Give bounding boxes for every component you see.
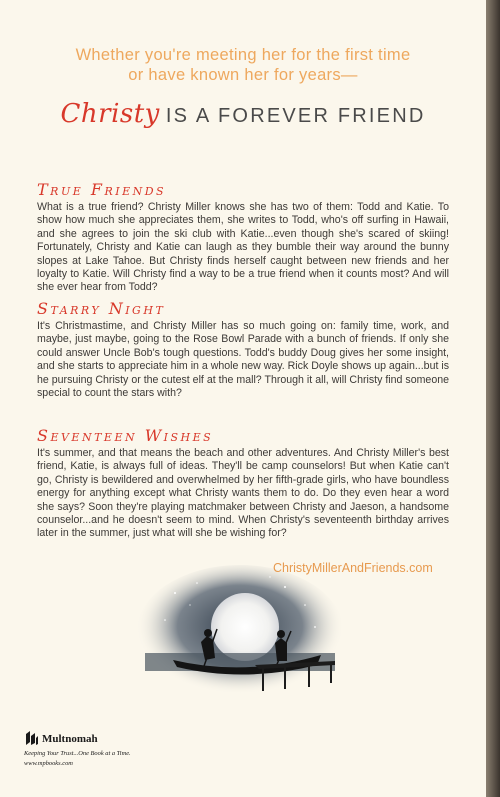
- headline: [0, 99, 486, 129]
- headline-name: Christy: [60, 99, 160, 129]
- tagline-line-1: Whether you're meeting her for the first time: [75, 46, 411, 64]
- website-link[interactable]: ChristyMillerAndFriends.com: [273, 561, 433, 575]
- section-body-starry-night: It's Christmastime, and Christy Miller has so much going on: family time, work, and maybe, just maybe, going to the Rose Bowl Parade with a bunch of friends. If only she could answer Uncle Bob's tough questions. Todd's buddy Doug gives her some insight, and she starts to appreciate him in a whole new way. Rick Doyle shows up again...but is he pursuing Christy or the cutest elf at the mall? Through it all, will Christy find someone special to count the stars with?: [37, 320, 449, 400]
- book-spine-edge: [486, 0, 500, 797]
- publisher-url: www.mpbooks.com: [24, 760, 73, 767]
- section-title-starry-night: Starry Night: [37, 299, 166, 318]
- section-title-seventeen-wishes: Seventeen Wishes: [37, 426, 214, 445]
- multnomah-logo-icon: [25, 730, 39, 746]
- headline-text: IS A FOREVER FRIEND: [165, 105, 426, 127]
- tagline-line-2: or have known her for years—: [128, 66, 358, 84]
- section-body-seventeen-wishes: It's summer, and that means the beach and other adventures. And Christy Miller's best friend, Katie, is always full of ideas. They'll be camp counselors! But when Katie can't go, Christy is bewildered and overwhelmed by her fifth-grade girls, who have boundless energy for anything except what Christy wants them to do. Do they even hear a word she says? Soon they're playing matchmaker between Christy and Jaeson, a handsome counselor...and he doesn't seem to mind. When Christy's seventeenth birthday arrives later in the summer, just what will she be wishing for?: [37, 447, 449, 540]
- section-title-true-friends: True Friends: [37, 180, 167, 199]
- publisher-tagline: Keeping Your Trust...One Book at a Time.: [24, 750, 131, 757]
- section-body-true-friends: What is a true friend? Christy Miller knows she has two of them: Todd and Katie. To show how much she appreciates them, she writes to Todd, who's off surfing in Hawaii, and she agrees to join the ski club with Katie...even though she's scared of skiing! Fortunately, Christy and Katie can laugh as they bumble their way around the bunny slopes at Lake Tahoe. But Christy finds herself caught between new friends and her loyalty to Katie. Will Christy find a way to be a true friend when it counts most? And will she ever hear from Todd?: [37, 201, 449, 294]
- moonlit-canoe-illustration: [135, 565, 345, 705]
- publisher-name: Multnomah: [42, 733, 98, 745]
- moon-shape: [211, 593, 279, 661]
